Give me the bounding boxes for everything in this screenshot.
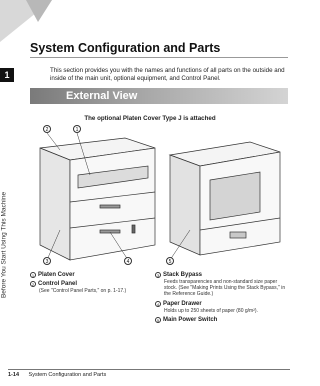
- legend-number: 4: [156, 301, 160, 307]
- legend-label: Platen Cover: [38, 272, 75, 278]
- legend-number: 1: [31, 273, 35, 278]
- callout-5: 5: [166, 257, 174, 265]
- legend-left-column: [30, 272, 150, 297]
- legend-item-control-panel: [30, 281, 150, 294]
- figure-caption: The optional Platen Cover Type J is attached: [84, 115, 216, 122]
- intro-paragraph: This section provides you with the names and functions of all parts on the outside and inside of the main unit, optional equipment, and Control Panel.: [50, 67, 285, 82]
- chapter-side-label: Before You Start Using This Machine: [0, 191, 8, 299]
- legend-item-paper-drawer: [155, 301, 290, 314]
- page-footer: [8, 372, 106, 378]
- legend-number: 2: [31, 282, 35, 287]
- page-title: System Configuration and Parts: [30, 41, 221, 55]
- callout-4: 4: [124, 257, 132, 265]
- legend-number: 3: [156, 273, 160, 278]
- front-view-copier: [40, 138, 155, 260]
- corner-triangle-decoration: [0, 0, 52, 42]
- legend-item-stack-bypass: [155, 272, 290, 298]
- legend-label: Control Panel: [38, 281, 78, 287]
- section-header-bar: [30, 88, 288, 104]
- section-title: External View: [66, 90, 138, 102]
- legend-label: Stack Bypass: [163, 272, 203, 278]
- callout-2: 2: [43, 125, 51, 133]
- footer-title: System Configuration and Parts: [28, 372, 107, 378]
- legend-number: 5: [156, 317, 160, 323]
- footer-divider: [8, 369, 290, 370]
- legend-description: Feeds transparencies and non-standard size paper stock. (See "Making Prints Using the Stack Bypass," in the Reference Guide.): [164, 279, 286, 298]
- legend-label: Main Power Switch: [163, 316, 218, 323]
- rear-view-copier: [170, 142, 280, 255]
- legend-description: (See "Control Panel Parts," on p. 1-17.): [39, 288, 127, 294]
- page-number: 1-14: [8, 372, 20, 378]
- machine-illustration: [30, 120, 290, 270]
- callout-1: 1: [73, 125, 81, 133]
- title-divider: [30, 57, 288, 58]
- legend-label: Paper Drawer: [163, 300, 202, 307]
- legend-description: Holds up to 250 sheets of paper (80 g/m²).: [164, 307, 258, 314]
- copier-drawing: [30, 120, 290, 270]
- callout-3: 3: [43, 257, 51, 265]
- legend-item-platen-cover: [30, 272, 150, 278]
- legend-item-main-power-switch: [155, 317, 290, 323]
- legend-right-column: [155, 272, 290, 326]
- chapter-tab: 1: [0, 68, 14, 82]
